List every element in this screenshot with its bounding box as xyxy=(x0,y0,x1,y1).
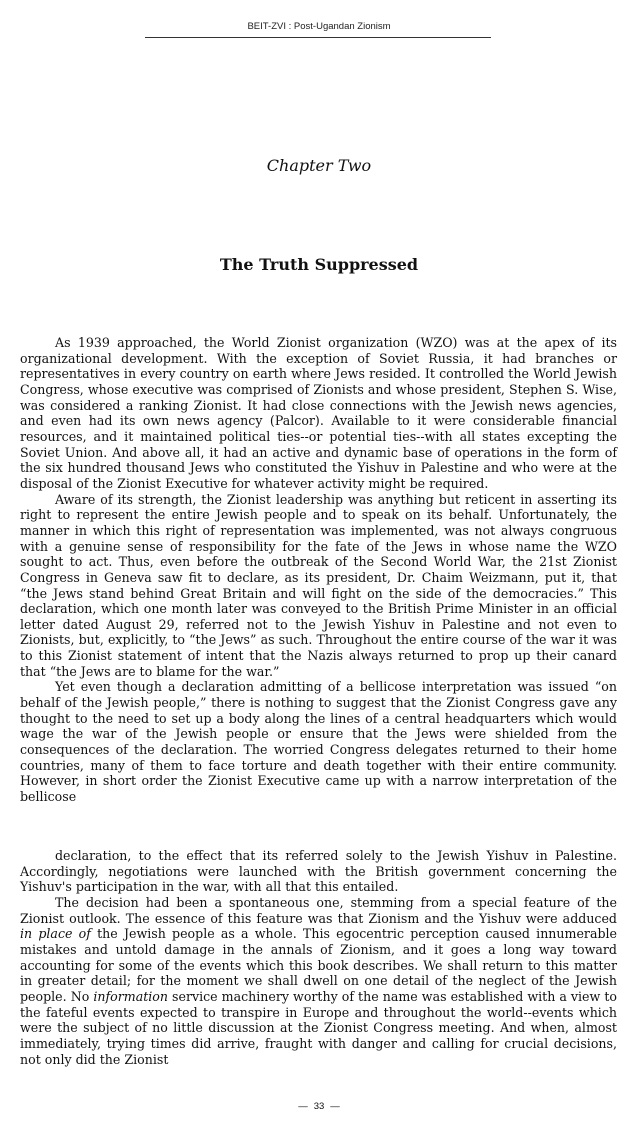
paragraph: Yet even though a declaration admitting of a bellicose interpretation was issued “on behalf of the Jewish people,” there is nothing to suggest that the Zionist Congress gave any thought to the need to set up a body along the lines of a central headquarters which would wage the war of the Jewish people or ensure that the Jews were shielded from the consequences of the declaration. The worried Congress delegates returned to their home countries, many of them to face torture and death together with their entire community. However, in short order the Zionist Executive came up with a narrow interpretation of the bellicose xyxy=(20,679,617,805)
paragraph: As 1939 approached, the World Zionist organization (WZO) was at the apex of its organizational development. With the exception of Soviet Russia, it had branches or representatives in every country on earth where Jews resided. It controlled the World Jewish Congress, whose executive was comprised of Zionists and whose president, Stephen S. Wise, was considered a ranking Zionist. It had close connections with the Jewish news agencies, and even had its own news agency (Palcor). Available to it were considerable financial resources, and it maintained political ties--or potential ties--with all states excepting the Soviet Union. And above all, it had an active and dynamic base of operations in the form of the six hundred thousand Jews who constituted the Yishuv in Palestine and who were at the disposal of the Zionist Executive for whatever activity might be required. xyxy=(20,335,617,491)
italic-phrase: information xyxy=(93,988,168,1004)
text-run: The decision had been a spontaneous one, stemming from a special feature of the Zionist outlook. The essence of this feature was that Zionism and the Yishuv were adduced xyxy=(20,894,617,926)
paragraph: Aware of its strength, the Zionist leadership was anything but reticent in asserting its right to represent the entire Jewish people and to speak on its behalf. Unfortunately, the manner in which this right of representation was implemented, was not always congruous with a genuine sense of responsibility for the fate of the Jews in whose name the WZO sought to act. Thus, even before the outbreak of the Second World War, the 21st Zionist Congress in Geneva saw fit to declare, as its president, Dr. Chaim Weizmann, put it, that “the Jews stand behind Great Britain and will fight on the side of the democracies.” This declaration, which one month later was conveyed to the British Prime Minister in an official letter dated August 29, referred not to the Jewish Yishuv in Palestine and not even to Zionists, but, explicitly, to “the Jews” as such. Throughout the entire course of the war it was to this Zionist statement of intent that the Nazis always returned to prop up their canard that “the Jews are to blame for the war.” xyxy=(20,491,617,679)
chapter-title: The Truth Suppressed xyxy=(219,255,419,274)
body-text-block-2 xyxy=(20,848,617,1067)
paragraph xyxy=(20,895,617,1067)
footer-dash-left: — xyxy=(298,1101,308,1112)
footer-dash-right: — xyxy=(330,1101,340,1112)
body-text-block-1 xyxy=(20,335,617,805)
paragraph: declaration, to the effect that its referred solely to the Jewish Yishuv in Palestine. Accordingly, negotiations were launched with the British government concerning the Yishuv's participation in the war, with all that this entailed. xyxy=(20,848,617,895)
text-run: the Jewish people as a whole. This egocentric perception caused innumerable mistakes and untold damage in the annals of Zionism, and it goes a long way toward accounting for some of the events which this book describes. We shall return to this matter in greater detail; for the moment we shall dwell on one detail of the neglect of the Jewish people. No xyxy=(20,926,617,1004)
italic-phrase: in place of xyxy=(20,926,91,942)
page-number: 33 xyxy=(313,1101,325,1112)
running-header: BEIT-ZVI : Post-Ugandan Zionism xyxy=(247,21,391,32)
page-footer xyxy=(0,1101,638,1112)
header-rule xyxy=(145,37,491,38)
chapter-label: Chapter Two xyxy=(266,156,372,175)
text-run: service machinery worthy of the name was established with a view to the fateful events expected to transpire in Europe and throughout the world--events which were the subject of no little discussion at the Zionist Congress meeting. And when, almost immediately, trying times did arrive, fraught with danger and calling for crucial decisions, not only did the Zionist xyxy=(20,988,617,1067)
